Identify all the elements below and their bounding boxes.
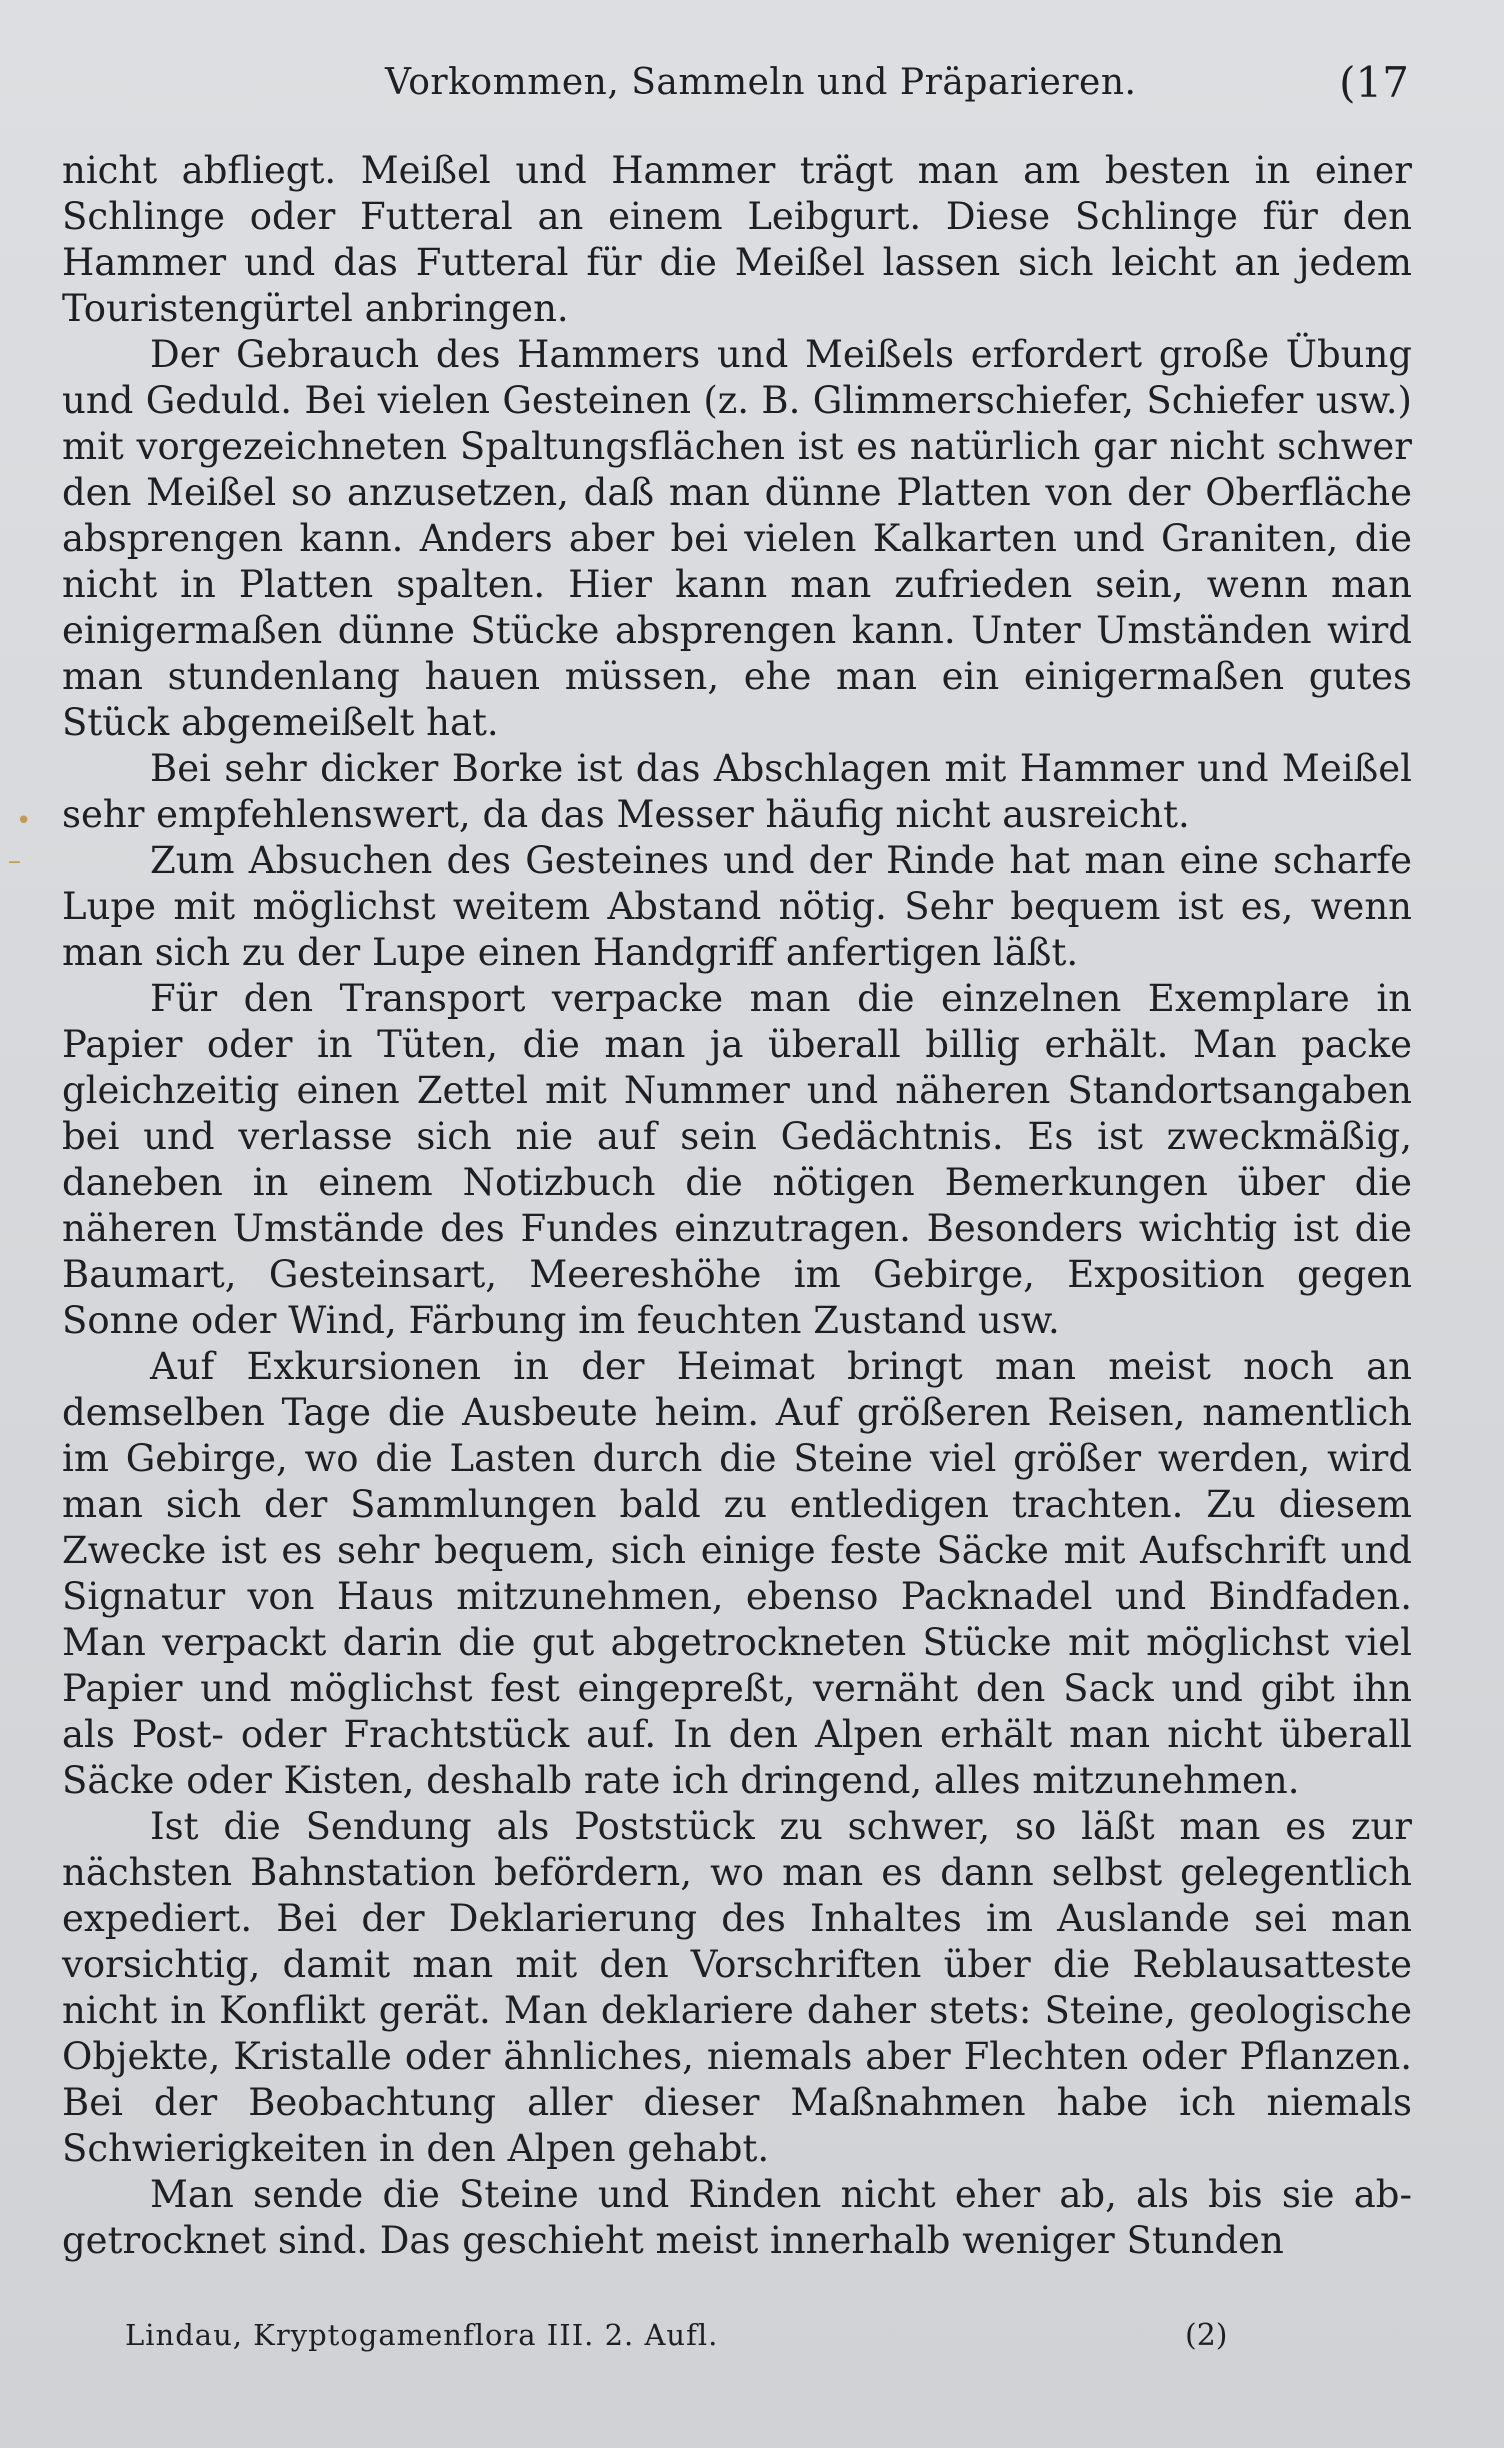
paragraph: Man sende die Steine und Rinden nicht eher ab, als bis sie abgetrocknet sind. Das geschieht meist innerhalb weniger Stunden — [62, 2173, 1412, 2262]
footer-source-line: Lindau, Kryptogamenflora III. 2. Aufl. — [125, 2318, 719, 2352]
paragraph: Ist die Sendung als Poststück zu schwer, so läßt man es zur nächsten Bahnstation befördern, wo man es dann selbst gelegentlich expediert. Bei der Deklarierung des Inhaltes im Auslande sei man vorsichtig, damit man mit den Vorschriften über die Reblausatteste nicht in Konflikt gerät. Man deklariere daher stets: Steine, geologische Objekte, Kristalle oder ähnliches, niemals aber Flechten oder Pflanzen. Bei der Beobachtung aller dieser Maßnahmen habe ich niemals Schwierigkeiten in den Alpen gehabt. — [62, 1805, 1412, 2170]
paragraph: nicht abfliegt. Meißel und Hammer trägt man am besten in einer Schlinge oder Futteral an einem Leibgurt. Diese Schlinge für den Hammer und das Futteral für die Meißel lassen sich leicht an jedem Touristengürtel anbringen. — [62, 149, 1412, 330]
sheet-signature: (2) — [1185, 2318, 1228, 2353]
running-header: Vorkommen, Sammeln und Präparieren. — [385, 62, 1137, 103]
paragraph: Für den Transport verpacke man die einzelnen Exemplare in Papier oder in Tüten, die man ja überall billig erhält. Man packe gleichzeitig einen Zettel mit Nummer und näheren Standortsangaben bei und verlasse sich nie auf sein Gedächtnis. Es ist zweckmäßig, daneben in einem Notizbuch die nötigen Bemerkungen über die näheren Umstände des Fundes einzutragen. Besonders wichtig ist die Baumart, Gesteinsart, Meereshöhe im Gebirge, Exposition gegen Sonne oder Wind, Färbung im feuchten Zustand usw. — [62, 977, 1412, 1342]
margin-dash-mark: – — [8, 846, 21, 876]
paragraph: Bei sehr dicker Borke ist das Abschlagen mit Hammer und Meißel sehr empfehlenswert, da das Messer häufig nicht ausreicht. — [62, 747, 1412, 836]
body-text — [62, 148, 1412, 2264]
margin-dot-mark: • — [16, 806, 32, 836]
paragraph: Zum Absuchen des Gesteines und der Rinde hat man eine scharfe Lupe mit möglichst weitem Abstand nötig. Sehr bequem ist es, wenn man sich zu der Lupe einen Handgriff anfertigen läßt. — [62, 839, 1412, 974]
page-number: (17 — [1339, 58, 1409, 107]
paragraph: Auf Exkursionen in der Heimat bringt man meist noch an demselben Tage die Ausbeute heim. Auf größeren Reisen, namentlich im Gebirge, wo die Lasten durch die Steine viel größer werden, wird man sich der Sammlungen bald zu entledigen trachten. Zu diesem Zwecke ist es sehr bequem, sich einige feste Säcke mit Aufschrift und Signatur von Haus mitzunehmen, ebenso Packnadel und Bindfaden. Man verpackt darin die gut abgetrockneten Stücke mit möglichst viel Papier und möglichst fest eingepreßt, vernäht den Sack und gibt ihn als Post- oder Frachtstück auf. In den Alpen erhält man nicht überall Säcke oder Kisten, deshalb rate ich dringend, alles mitzunehmen. — [62, 1345, 1412, 1802]
paragraph: Der Gebrauch des Hammers und Meißels erfordert große Übung und Geduld. Bei vielen Gesteinen (z. B. Glimmerschiefer, Schiefer usw.) mit vorgezeichneten Spaltungsflächen ist es natürlich gar nicht schwer den Meißel so anzusetzen, daß man dünne Platten von der Oberfläche absprengen kann. Anders aber bei vielen Kalkarten und Graniten, die nicht in Platten spalten. Hier kann man zufrieden sein, wenn man einigermaßen dünne Stücke absprengen kann. Unter Umständen wird man stundenlang hauen müssen, ehe man ein einigermaßen gutes Stück abgemeißelt hat. — [62, 333, 1412, 744]
